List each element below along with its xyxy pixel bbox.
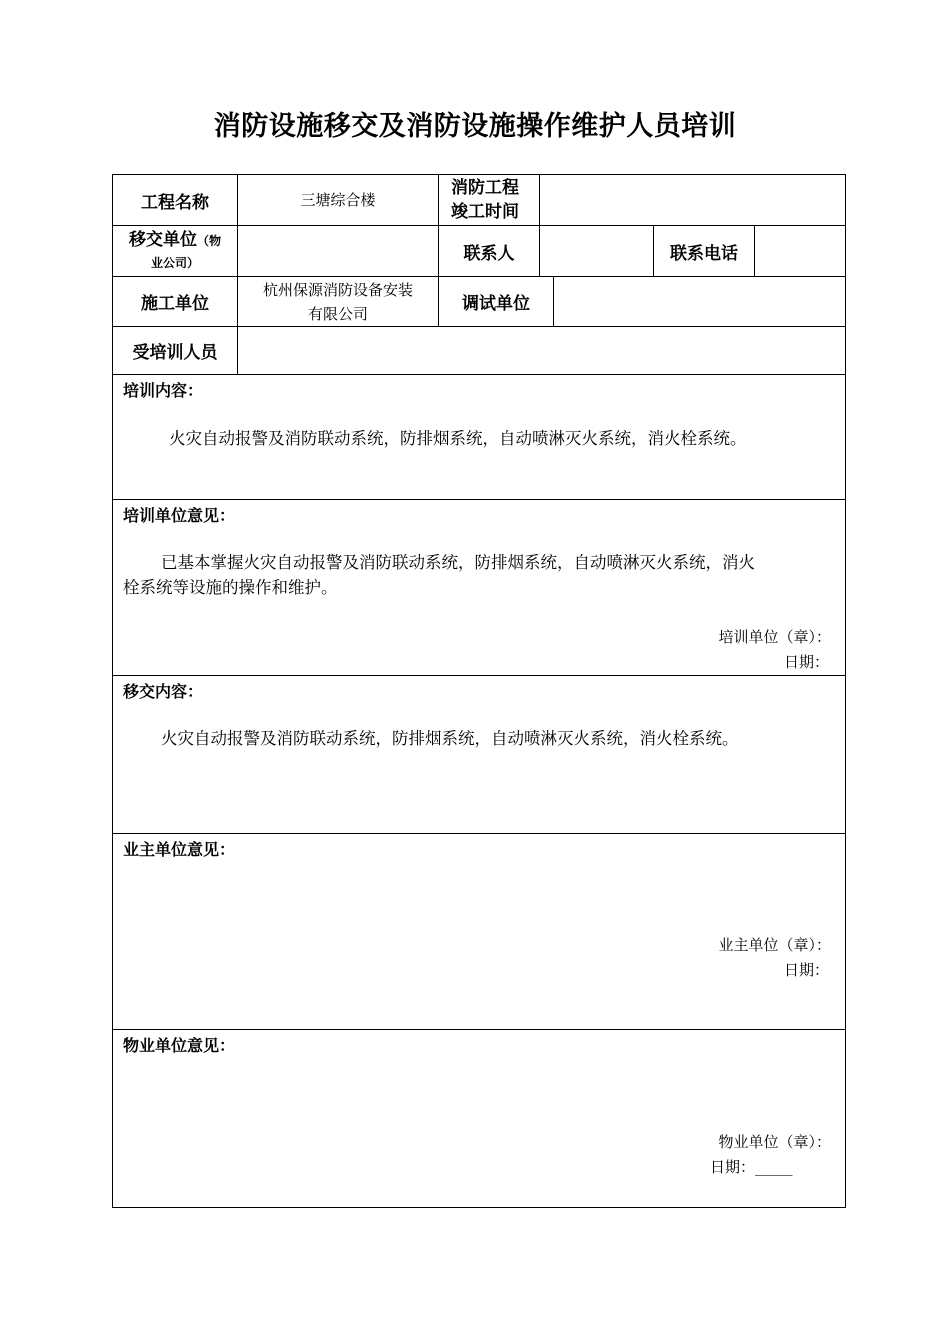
training-form	[112, 174, 846, 1208]
construction-unit-label: 施工单位	[141, 294, 209, 314]
construction-unit-value-line1: 杭州保源消防设备安装	[262, 280, 413, 299]
debug-unit-value[interactable]	[554, 277, 845, 326]
section-divider	[113, 675, 845, 676]
row-divider	[113, 374, 845, 375]
property-unit-seal-label: 物业单位（章）：	[718, 1133, 831, 1151]
construction-unit-value[interactable]	[238, 277, 438, 326]
handover-unit-note-1: （物	[196, 233, 221, 248]
training-content-title: 培训内容：	[123, 381, 204, 400]
completion-time-label	[439, 175, 539, 225]
contact-label: 联系人	[463, 243, 515, 264]
training-unit-date-label: 日期：	[783, 653, 829, 671]
handover-content-title: 移交内容：	[123, 682, 204, 701]
completion-time-label-line2: 竣工时间	[451, 202, 519, 222]
project-name-label: 工程名称	[141, 192, 209, 213]
completion-time-value[interactable]	[540, 175, 845, 225]
completion-time-label-line1: 消防工程	[451, 178, 519, 198]
phone-value[interactable]	[755, 226, 845, 276]
training-opinion-text-line1: 已基本掌握火灾自动报警及消防联动系统，防排烟系统，自动喷淋灭火系统，消火	[161, 553, 755, 572]
property-opinion-title: 物业单位意见：	[123, 1036, 236, 1055]
training-opinion-title: 培训单位意见：	[123, 506, 236, 525]
section-divider	[113, 499, 845, 500]
handover-unit-note-2: 业公司）	[150, 255, 199, 270]
section-divider	[113, 833, 845, 834]
training-opinion-text-line2: 栓系统等设施的操作和维护。	[123, 578, 338, 597]
phone-label: 联系电话	[670, 243, 738, 264]
owner-unit-seal-label: 业主单位（章）：	[718, 936, 831, 954]
handover-unit-label	[113, 226, 237, 276]
handover-unit-value[interactable]	[238, 226, 438, 276]
contact-value[interactable]	[540, 226, 653, 276]
property-unit-date-label: 日期：_____	[710, 1158, 793, 1176]
construction-unit-value-line2: 有限公司	[307, 304, 368, 323]
section-divider	[113, 1029, 845, 1030]
handover-unit-label-text: 移交单位	[128, 229, 197, 250]
handover-content-text: 火灾自动报警及消防联动系统，防排烟系统，自动喷淋灭火系统，消火栓系统。	[161, 729, 739, 748]
page-title: 消防设施移交及消防设施操作维护人员培训	[213, 111, 737, 142]
owner-unit-date-label: 日期：	[783, 961, 829, 979]
training-content-text: 火灾自动报警及消防联动系统，防排烟系统，自动喷淋灭火系统，消火栓系统。	[169, 429, 747, 448]
debug-unit-label: 调试单位	[462, 294, 530, 314]
owner-opinion-title: 业主单位意见：	[123, 840, 236, 859]
trainee-label: 受培训人员	[132, 343, 218, 363]
training-unit-seal-label: 培训单位（章）：	[718, 628, 831, 646]
trainee-value[interactable]	[238, 327, 845, 374]
project-name-value[interactable]: 三塘综合楼	[300, 191, 376, 209]
